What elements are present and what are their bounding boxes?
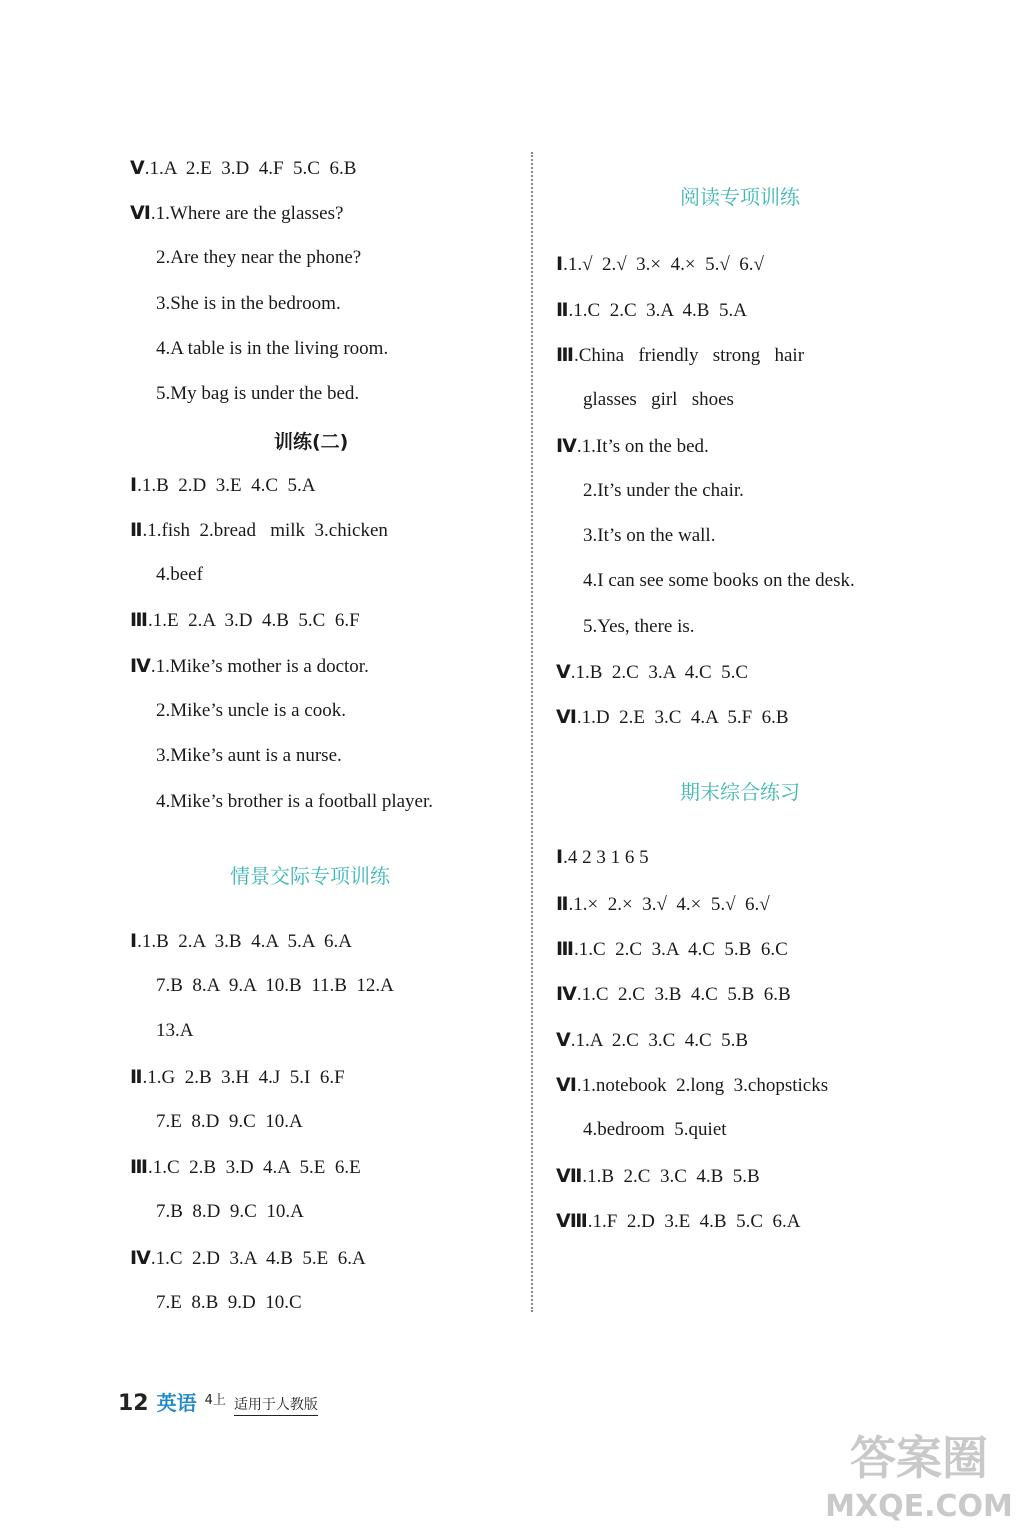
section-mark: Ⅰ: [130, 930, 138, 952]
answer-line: 3.Mike’s aunt is a nurse.: [156, 745, 342, 766]
answer-text: .1.fish 2.bread milk 3.chicken: [142, 520, 388, 541]
column-divider: [531, 152, 533, 1312]
answer-line: [556, 298, 747, 323]
answer-line: 4.bedroom 5.quiet: [583, 1119, 727, 1140]
answer-line: [556, 845, 649, 870]
section-mark: Ⅵ: [556, 706, 577, 728]
answer-text: .1.B 2.D 3.E 4.C 5.A: [137, 475, 316, 496]
edition-label: 适用于人教版: [234, 1394, 318, 1416]
section-mark: Ⅱ: [130, 519, 143, 541]
answer-text: .1.F 2.D 3.E 4.B 5.C 6.A: [587, 1211, 801, 1232]
section-mark: Ⅳ: [130, 655, 151, 677]
answer-line: [556, 434, 709, 459]
answer-line: [130, 608, 360, 633]
answer-line: [556, 892, 770, 917]
section-mark: Ⅷ: [556, 1210, 588, 1232]
answer-line: [556, 252, 764, 277]
answer-text: .1.B 2.C 3.C 4.B 5.B: [582, 1166, 760, 1187]
answer-text: .1.Where are the glasses?: [150, 203, 344, 224]
answer-text: .1.It’s on the bed.: [576, 436, 709, 457]
answer-line: [556, 1164, 760, 1189]
answer-line: 3.It’s on the wall.: [583, 525, 716, 546]
section-mark: Ⅰ: [556, 846, 564, 868]
section-heading-training2: 训练(二): [274, 431, 349, 453]
answer-line: [130, 1065, 345, 1090]
section-mark: Ⅲ: [130, 609, 148, 631]
answer-line: [130, 201, 343, 226]
answer-line: 7.E 8.B 9.D 10.C: [156, 1292, 302, 1313]
section-mark: Ⅰ: [130, 474, 138, 496]
answer-line: [556, 937, 788, 962]
answer-line: 4.Mike’s brother is a football player.: [156, 791, 434, 812]
answer-line: glasses girl shoes: [583, 389, 734, 410]
section-mark: Ⅰ: [556, 253, 564, 275]
answer-text: .1.C 2.C 3.B 4.C 5.B 6.B: [576, 984, 791, 1005]
subject-label: 英语: [156, 1391, 197, 1415]
section-mark: Ⅲ: [130, 1156, 148, 1178]
section-mark: Ⅳ: [556, 435, 577, 457]
answer-text: .1.C 2.C 3.A 4.B 5.A: [568, 300, 747, 321]
answer-line: [556, 982, 791, 1007]
answer-text: .1.A 2.E 3.D 4.F 5.C 6.B: [144, 158, 357, 179]
section-mark: Ⅴ: [556, 1029, 571, 1051]
section-mark: Ⅴ: [130, 157, 145, 179]
section-mark: Ⅶ: [556, 1165, 583, 1187]
answer-line: 7.B 8.A 9.A 10.B 11.B 12.A: [156, 975, 394, 996]
watermark-site-text: MXQE.COM: [825, 1489, 1013, 1524]
answer-text: .1.D 2.E 3.C 4.A 5.F 6.B: [576, 707, 789, 728]
answer-text: .China friendly strong hair: [573, 345, 805, 366]
section-mark: Ⅵ: [556, 1074, 577, 1096]
answer-text: .4 2 3 1 6 5: [563, 847, 649, 868]
answer-line: 4.A table is in the living room.: [156, 338, 389, 359]
answer-text: .1.C 2.C 3.A 4.C 5.B 6.C: [573, 939, 788, 960]
section-heading-final: 期末综合练习: [680, 780, 800, 804]
answer-line: [556, 705, 789, 730]
answer-line: [130, 156, 356, 181]
answer-line: 2.Are they near the phone?: [156, 247, 362, 268]
answer-line: [130, 1155, 361, 1180]
answer-line: 7.B 8.D 9.C 10.A: [156, 1201, 304, 1222]
answer-text: .1.E 2.A 3.D 4.B 5.C 6.F: [147, 610, 360, 631]
answer-text: .1.A 2.C 3.C 4.C 5.B: [570, 1030, 749, 1051]
answer-line: 4.I can see some books on the desk.: [583, 570, 855, 591]
answer-text: .1.B 2.A 3.B 4.A 5.A 6.A: [137, 931, 352, 952]
answer-line: 2.It’s under the chair.: [583, 480, 744, 501]
answer-line: 5.My bag is under the bed.: [156, 383, 360, 404]
section-mark: Ⅱ: [130, 1066, 143, 1088]
answer-line: [130, 473, 315, 498]
answer-text: .1.C 2.D 3.A 4.B 5.E 6.A: [150, 1248, 366, 1269]
watermark-logo-text: 答案圈: [850, 1431, 988, 1485]
answer-text: .1.notebook 2.long 3.chopsticks: [576, 1075, 829, 1096]
page-number: 12: [118, 1391, 149, 1416]
answer-text: .1.G 2.B 3.H 4.J 5.I 6.F: [142, 1067, 345, 1088]
answer-text: .1.C 2.B 3.D 4.A 5.E 6.E: [147, 1157, 361, 1178]
answer-line: 3.She is in the bedroom.: [156, 293, 341, 314]
answer-text: .1.× 2.× 3.√ 4.× 5.√ 6.√: [568, 894, 770, 915]
page-footer: [118, 1390, 318, 1416]
answer-line: [556, 1073, 828, 1098]
section-mark: Ⅲ: [556, 938, 574, 960]
answer-line: [130, 929, 352, 954]
answer-line: [556, 1028, 748, 1053]
section-mark: Ⅳ: [130, 1247, 151, 1269]
section-mark: Ⅱ: [556, 893, 569, 915]
watermark-logo: [824, 1416, 1014, 1526]
section-mark: Ⅳ: [556, 983, 577, 1005]
section-mark: Ⅱ: [556, 299, 569, 321]
grade-label: 4上: [204, 1393, 226, 1408]
answer-line: [556, 660, 748, 685]
answer-line: [556, 343, 804, 368]
answer-line: [556, 1209, 801, 1234]
section-mark: Ⅵ: [130, 202, 151, 224]
answer-text: .1.B 2.C 3.A 4.C 5.C: [570, 662, 749, 683]
answer-line: [130, 518, 388, 543]
answer-text: .1.√ 2.√ 3.× 4.× 5.√ 6.√: [563, 254, 764, 275]
answer-line: 7.E 8.D 9.C 10.A: [156, 1111, 303, 1132]
section-mark: Ⅴ: [556, 661, 571, 683]
answer-line: 13.A: [156, 1020, 194, 1041]
section-heading-reading: 阅读专项训练: [680, 185, 800, 209]
answer-text: .1.Mike’s mother is a doctor.: [150, 656, 369, 677]
answer-line: 5.Yes, there is.: [583, 616, 695, 637]
answer-line: [130, 654, 369, 679]
answer-line: 2.Mike’s uncle is a cook.: [156, 700, 346, 721]
answer-line: [130, 1246, 366, 1271]
section-heading-scenario: 情景交际专项训练: [230, 864, 390, 888]
section-mark: Ⅲ: [556, 344, 574, 366]
answer-line: 4.beef: [156, 564, 203, 585]
